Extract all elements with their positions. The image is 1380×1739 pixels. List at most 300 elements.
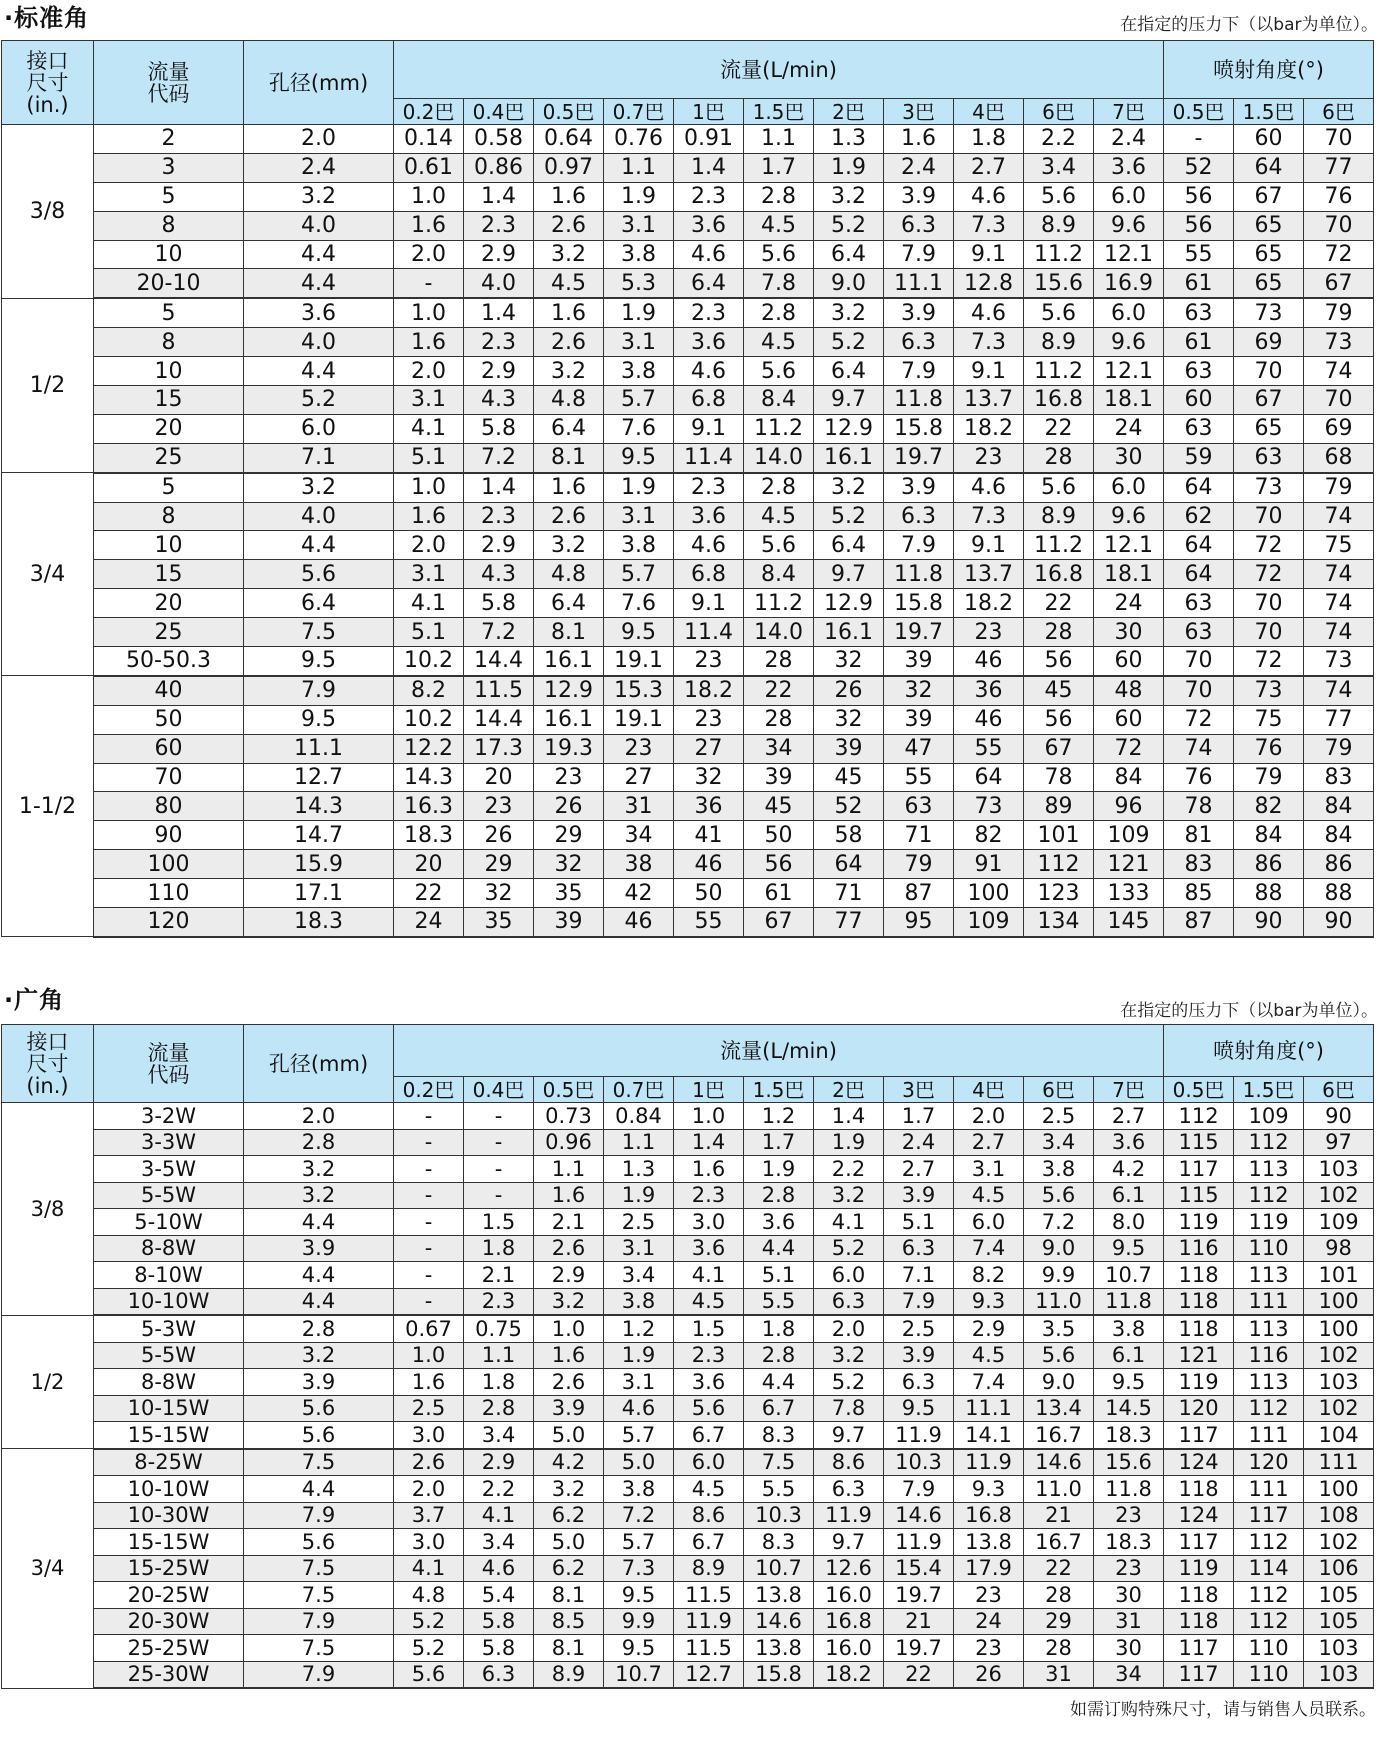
cell-flow-value: - — [394, 1288, 464, 1315]
cell-flow-value: 23 — [1094, 1555, 1164, 1582]
table-row — [2, 734, 1374, 763]
cell-flow-value: 6.3 — [814, 1476, 884, 1503]
cell-flow-value: 3.2 — [534, 1288, 604, 1315]
cell-angle-value: 65 — [1234, 269, 1304, 298]
cell-angle-value: 74 — [1304, 618, 1374, 647]
cell-flow-value: 13.7 — [954, 386, 1024, 415]
cell-flow-value: 19.7 — [884, 1582, 954, 1609]
cell-flow-value: 22 — [884, 1661, 954, 1688]
cell-flow-value: 5.6 — [1024, 298, 1094, 327]
cell-flow-value: 2.0 — [394, 1476, 464, 1503]
table-row — [2, 531, 1374, 560]
cell-flow-value: 6.7 — [674, 1529, 744, 1556]
cell-flow-value: 16.7 — [1024, 1529, 1094, 1556]
cell-flow-value: 7.8 — [744, 269, 814, 298]
cell-flow-value: 1.4 — [674, 1129, 744, 1156]
cell-flow-value: 5.6 — [1024, 1342, 1094, 1369]
cell-flow-value: 71 — [884, 821, 954, 850]
cell-flow-value: 7.2 — [464, 443, 534, 472]
cell-flow-value: 5.6 — [744, 240, 814, 269]
header-flow-pressure: 1巴 — [674, 1077, 744, 1103]
cell-flow-value: 5.1 — [884, 1209, 954, 1236]
cell-flow-value: 7.3 — [954, 502, 1024, 531]
cell-flow-value: 5.6 — [744, 357, 814, 386]
cell-angle-value: 115 — [1164, 1129, 1234, 1156]
cell-angle-value: 102 — [1304, 1529, 1374, 1556]
cell-flow-value: 67 — [744, 908, 814, 937]
cell-flow-value: 2.3 — [464, 328, 534, 357]
cell-flow-value: 6.4 — [814, 531, 884, 560]
cell-flow-value: 10.7 — [744, 1555, 814, 1582]
cell-angle-value: 63 — [1164, 589, 1234, 618]
cell-flow-value: 3.0 — [394, 1422, 464, 1449]
footer-note: 如需订购特殊尺寸，请与销售人员联系。 — [1070, 1700, 1376, 1720]
cell-flow-value: 36 — [674, 792, 744, 821]
cell-angle-value: 105 — [1304, 1608, 1374, 1635]
cell-flow-value: 3.1 — [604, 1369, 674, 1396]
cell-bore: 7.5 — [244, 1635, 394, 1662]
cell-flow-value: 3.8 — [604, 1288, 674, 1315]
cell-flow-value: 16.8 — [814, 1608, 884, 1635]
cell-flow-code: 50-50.3 — [94, 647, 244, 676]
cell-angle-value: 70 — [1234, 589, 1304, 618]
cell-bore: 12.7 — [244, 763, 394, 792]
cell-flow-value: 22 — [394, 879, 464, 908]
cell-bore: 7.5 — [244, 1555, 394, 1582]
cell-flow-value: 4.6 — [954, 182, 1024, 211]
cell-flow-value: 5.0 — [534, 1529, 604, 1556]
table-row — [2, 1103, 1374, 1130]
cell-angle-value: 76 — [1304, 182, 1374, 211]
cell-angle-value: 112 — [1234, 1529, 1304, 1556]
cell-flow-value: 3.9 — [884, 1182, 954, 1209]
cell-flow-value: 9.5 — [1094, 1369, 1164, 1396]
cell-bore: 15.9 — [244, 850, 394, 879]
cell-flow-code: 8-25W — [94, 1449, 244, 1476]
header-flow-pressure: 2巴 — [814, 99, 884, 125]
header-flow-pressure: 0.7巴 — [604, 99, 674, 125]
cell-flow-value: 19.7 — [884, 443, 954, 472]
cell-flow-value: 32 — [814, 647, 884, 676]
cell-flow-value: 0.97 — [534, 153, 604, 182]
cell-bore: 11.1 — [244, 734, 394, 763]
cell-flow-value: 9.5 — [604, 1635, 674, 1662]
cell-flow-value: 82 — [954, 821, 1024, 850]
cell-flow-value: 1.0 — [394, 298, 464, 327]
cell-flow-value: 1.9 — [814, 1129, 884, 1156]
cell-flow-value: 3.8 — [604, 240, 674, 269]
cell-flow-value: 5.7 — [604, 386, 674, 415]
cell-flow-value: 14.1 — [954, 1422, 1024, 1449]
cell-flow-value: 6.1 — [1094, 1342, 1164, 1369]
cell-flow-code: 15-15W — [94, 1422, 244, 1449]
cell-angle-value: 111 — [1304, 1449, 1374, 1476]
cell-angle-value: 73 — [1304, 328, 1374, 357]
cell-flow-value: 22 — [744, 676, 814, 705]
cell-flow-value: 15.8 — [744, 1661, 814, 1688]
cell-angle-value: 64 — [1164, 531, 1234, 560]
cell-flow-value: 2.4 — [884, 1129, 954, 1156]
cell-flow-value: 7.8 — [814, 1395, 884, 1422]
cell-angle-value: 84 — [1234, 821, 1304, 850]
cell-flow-value: 55 — [954, 734, 1024, 763]
cell-flow-value: 3.5 — [1024, 1315, 1094, 1342]
header-flow-pressure: 7巴 — [1094, 99, 1164, 125]
cell-flow-value: 58 — [814, 821, 884, 850]
cell-flow-value: 30 — [1094, 443, 1164, 472]
table-row — [2, 560, 1374, 589]
header-flow-pressure: 3巴 — [884, 99, 954, 125]
cell-angle-value: 117 — [1164, 1422, 1234, 1449]
cell-bore: 2.0 — [244, 125, 394, 154]
cell-angle-value: 100 — [1304, 1288, 1374, 1315]
cell-flow-value: 4.2 — [1094, 1156, 1164, 1183]
cell-angle-value: 98 — [1304, 1235, 1374, 1262]
cell-angle-value: 120 — [1164, 1395, 1234, 1422]
cell-flow-code: 5-5W — [94, 1182, 244, 1209]
cell-flow-value: 23 — [1094, 1502, 1164, 1529]
table-row — [2, 676, 1374, 705]
cell-flow-value: 11.9 — [884, 1422, 954, 1449]
header-row — [2, 41, 1374, 99]
section-note: 在指定的压力下（以bar为单位）。 — [1120, 1001, 1378, 1021]
header-flow-pressure: 0.7巴 — [604, 1077, 674, 1103]
table-row — [2, 850, 1374, 879]
cell-flow-value: 30 — [1094, 618, 1164, 647]
header-flow-pressure: 0.2巴 — [394, 1077, 464, 1103]
cell-flow-value: 5.0 — [604, 1449, 674, 1476]
cell-flow-value: 9.7 — [814, 1422, 884, 1449]
cell-angle-value: 117 — [1164, 1635, 1234, 1662]
cell-flow-value: 16.3 — [394, 792, 464, 821]
cell-flow-value: 8.1 — [534, 1635, 604, 1662]
cell-flow-value: 4.6 — [674, 240, 744, 269]
cell-flow-value: 41 — [674, 821, 744, 850]
cell-flow-value: 46 — [604, 908, 674, 937]
cell-flow-value: 7.3 — [954, 328, 1024, 357]
cell-flow-value: 0.67 — [394, 1315, 464, 1342]
cell-bore: 5.6 — [244, 1529, 394, 1556]
cell-flow-value: 18.2 — [814, 1661, 884, 1688]
cell-flow-value: 27 — [674, 734, 744, 763]
cell-flow-value: 8.1 — [534, 1582, 604, 1609]
cell-flow-value: 6.4 — [814, 240, 884, 269]
cell-flow-value: 11.2 — [744, 589, 814, 618]
cell-flow-value: 145 — [1094, 908, 1164, 937]
cell-bore: 4.4 — [244, 240, 394, 269]
cell-flow-value: 11.2 — [1024, 240, 1094, 269]
cell-flow-value: 1.9 — [604, 473, 674, 502]
cell-flow-value: 20 — [464, 763, 534, 792]
cell-angle-value: 109 — [1234, 1103, 1304, 1130]
cell-angle-value: 70 — [1234, 618, 1304, 647]
cell-flow-value: 5.8 — [464, 1635, 534, 1662]
cell-angle-value: 90 — [1304, 908, 1374, 937]
cell-angle-value: 60 — [1234, 125, 1304, 154]
cell-connection-size: 1/2 — [2, 298, 94, 472]
table-row — [2, 211, 1374, 240]
header-angle-pressure: 0.5巴 — [1164, 1077, 1234, 1103]
cell-flow-value: 5.6 — [1024, 473, 1094, 502]
cell-flow-value: - — [394, 269, 464, 298]
cell-flow-value: 2.2 — [814, 1156, 884, 1183]
cell-flow-value: 4.1 — [814, 1209, 884, 1236]
table-row — [2, 240, 1374, 269]
cell-flow-value: 3.0 — [394, 1529, 464, 1556]
cell-flow-value: 6.4 — [674, 269, 744, 298]
cell-flow-value: 42 — [604, 879, 674, 908]
cell-flow-code: 25 — [94, 618, 244, 647]
cell-flow-value: 8.9 — [674, 1555, 744, 1582]
cell-flow-value: 3.2 — [534, 240, 604, 269]
table-row — [2, 269, 1374, 298]
cell-angle-value: 74 — [1304, 560, 1374, 589]
cell-flow-value: 63 — [884, 792, 954, 821]
cell-angle-value: 77 — [1304, 705, 1374, 734]
table-row — [2, 386, 1374, 415]
cell-flow-value: 134 — [1024, 908, 1094, 937]
cell-angle-value: 113 — [1234, 1156, 1304, 1183]
header-flow-pressure: 0.5巴 — [534, 99, 604, 125]
cell-angle-value: 64 — [1164, 560, 1234, 589]
cell-angle-value: - — [1164, 125, 1234, 154]
cell-flow-value: 34 — [744, 734, 814, 763]
cell-flow-value: 121 — [1094, 850, 1164, 879]
cell-angle-value: 118 — [1164, 1315, 1234, 1342]
cell-flow-value: 18.2 — [954, 589, 1024, 618]
cell-flow-value: 3.8 — [1094, 1315, 1164, 1342]
cell-flow-value: 60 — [1094, 647, 1164, 676]
cell-flow-value: 7.9 — [884, 1288, 954, 1315]
cell-flow-value: 39 — [884, 647, 954, 676]
cell-angle-value: 63 — [1234, 443, 1304, 472]
cell-flow-code: 15 — [94, 560, 244, 589]
cell-flow-value: 11.2 — [1024, 531, 1094, 560]
cell-angle-value: 111 — [1234, 1422, 1304, 1449]
cell-flow-value: 18.3 — [1094, 1422, 1164, 1449]
cell-angle-value: 112 — [1234, 1582, 1304, 1609]
cell-angle-value: 73 — [1304, 647, 1374, 676]
cell-flow-value: 12.2 — [394, 734, 464, 763]
cell-flow-value: 11.8 — [1094, 1476, 1164, 1503]
cell-angle-value: 62 — [1164, 502, 1234, 531]
cell-flow-code: 3-5W — [94, 1156, 244, 1183]
cell-flow-code: 10-10W — [94, 1476, 244, 1503]
cell-flow-value: 3.2 — [814, 1182, 884, 1209]
cell-flow-value: 79 — [884, 850, 954, 879]
cell-flow-value: 2.3 — [674, 298, 744, 327]
cell-flow-value: 0.64 — [534, 125, 604, 154]
cell-flow-value: 7.4 — [954, 1369, 1024, 1396]
table-row — [2, 357, 1374, 386]
cell-flow-value: 15.4 — [884, 1555, 954, 1582]
cell-bore: 4.4 — [244, 1476, 394, 1503]
cell-flow-value: 16.1 — [534, 647, 604, 676]
cell-flow-value: 1.8 — [464, 1235, 534, 1262]
cell-flow-value: 6.3 — [884, 1235, 954, 1262]
cell-flow-value: 4.5 — [534, 269, 604, 298]
cell-flow-value: 6.2 — [534, 1555, 604, 1582]
cell-flow-value: 6.0 — [814, 1262, 884, 1289]
cell-flow-value: 3.7 — [394, 1502, 464, 1529]
cell-angle-value: 78 — [1164, 792, 1234, 821]
cell-flow-value: 4.5 — [954, 1342, 1024, 1369]
cell-flow-value: 24 — [1094, 589, 1164, 618]
cell-flow-value: 15.8 — [884, 589, 954, 618]
cell-flow-value: 10.3 — [744, 1502, 814, 1529]
cell-flow-value: 3.8 — [604, 531, 674, 560]
cell-angle-value: 83 — [1164, 850, 1234, 879]
table-row — [2, 443, 1374, 472]
cell-flow-value: 22 — [1024, 1555, 1094, 1582]
cell-flow-value: 23 — [674, 705, 744, 734]
cell-flow-code: 10 — [94, 531, 244, 560]
cell-flow-value: 11.9 — [814, 1502, 884, 1529]
cell-flow-value: 4.1 — [394, 1555, 464, 1582]
cell-flow-value: 1.2 — [604, 1315, 674, 1342]
cell-flow-value: 7.4 — [954, 1235, 1024, 1262]
header-flow-pressure: 2巴 — [814, 1077, 884, 1103]
cell-angle-value: 115 — [1164, 1182, 1234, 1209]
cell-flow-value: 7.9 — [884, 531, 954, 560]
cell-flow-value: 9.1 — [954, 240, 1024, 269]
cell-angle-value: 102 — [1304, 1182, 1374, 1209]
section-title: ·标准角 — [4, 4, 90, 32]
cell-flow-value: 9.0 — [1024, 1369, 1094, 1396]
cell-flow-value: 10.7 — [1094, 1262, 1164, 1289]
cell-flow-value: 6.4 — [814, 357, 884, 386]
table-row — [2, 1129, 1374, 1156]
cell-flow-code: 5-5W — [94, 1342, 244, 1369]
cell-angle-value: 79 — [1304, 473, 1374, 502]
cell-flow-value: 1.4 — [674, 153, 744, 182]
cell-flow-value: 1.1 — [604, 153, 674, 182]
cell-flow-value: 6.3 — [884, 211, 954, 240]
cell-flow-value: 19.3 — [534, 734, 604, 763]
cell-flow-value: 36 — [954, 676, 1024, 705]
cell-flow-value: 10.2 — [394, 705, 464, 734]
cell-flow-value: 91 — [954, 850, 1024, 879]
header-flow-pressure: 6巴 — [1024, 1077, 1094, 1103]
cell-flow-value: 1.9 — [604, 1342, 674, 1369]
cell-angle-value: 76 — [1164, 763, 1234, 792]
cell-flow-value: 48 — [1094, 676, 1164, 705]
cell-bore: 3.2 — [244, 1156, 394, 1183]
cell-flow-value: 1.9 — [814, 153, 884, 182]
cell-flow-value: 50 — [674, 879, 744, 908]
cell-flow-value: 2.6 — [534, 502, 604, 531]
cell-angle-value: 84 — [1304, 792, 1374, 821]
cell-bore: 7.1 — [244, 443, 394, 472]
cell-flow-value: 9.6 — [1094, 502, 1164, 531]
cell-angle-value: 52 — [1164, 153, 1234, 182]
table-row — [2, 879, 1374, 908]
cell-flow-value: 2.8 — [744, 182, 814, 211]
cell-flow-value: 11.4 — [674, 618, 744, 647]
cell-flow-value: 5.6 — [1024, 182, 1094, 211]
cell-flow-value: 1.8 — [954, 125, 1024, 154]
cell-angle-value: 104 — [1304, 1422, 1374, 1449]
cell-bore: 4.0 — [244, 211, 394, 240]
table-row — [2, 763, 1374, 792]
cell-bore: 4.4 — [244, 1288, 394, 1315]
cell-flow-value: 5.8 — [464, 1608, 534, 1635]
cell-bore: 4.4 — [244, 1262, 394, 1289]
cell-bore: 9.5 — [244, 705, 394, 734]
cell-flow-value: 8.3 — [744, 1529, 814, 1556]
cell-flow-value: 14.0 — [744, 443, 814, 472]
cell-angle-value: 61 — [1164, 328, 1234, 357]
cell-flow-code: 15 — [94, 386, 244, 415]
cell-flow-value: 5.1 — [394, 618, 464, 647]
cell-flow-value: 19.7 — [884, 618, 954, 647]
cell-flow-value: 16.8 — [1024, 386, 1094, 415]
cell-flow-value: 1.3 — [604, 1156, 674, 1183]
cell-flow-value: 5.6 — [394, 1661, 464, 1688]
cell-flow-value: 18.1 — [1094, 560, 1164, 589]
cell-angle-value: 72 — [1234, 531, 1304, 560]
header-flow-pressure: 1巴 — [674, 99, 744, 125]
cell-bore: 2.0 — [244, 1103, 394, 1130]
cell-flow-value: 31 — [1024, 1661, 1094, 1688]
cell-flow-value: 16.8 — [1024, 560, 1094, 589]
cell-flow-value: 8.2 — [954, 1262, 1024, 1289]
cell-angle-value: 119 — [1164, 1555, 1234, 1582]
cell-flow-value: 8.3 — [744, 1422, 814, 1449]
cell-angle-value: 106 — [1304, 1555, 1374, 1582]
cell-flow-value: 112 — [1024, 850, 1094, 879]
cell-flow-value: 7.2 — [1024, 1209, 1094, 1236]
table-row — [2, 589, 1374, 618]
table-row — [2, 1608, 1374, 1635]
cell-flow-value: 8.9 — [534, 1661, 604, 1688]
cell-angle-value: 110 — [1234, 1635, 1304, 1662]
cell-flow-value: 1.4 — [464, 298, 534, 327]
cell-flow-value: 1.6 — [394, 328, 464, 357]
cell-flow-code: 10-30W — [94, 1502, 244, 1529]
cell-flow-value: - — [464, 1156, 534, 1183]
cell-flow-value: 3.6 — [674, 328, 744, 357]
cell-angle-value: 113 — [1234, 1369, 1304, 1396]
cell-flow-value: 29 — [1024, 1608, 1094, 1635]
cell-connection-size: 3/8 — [2, 125, 94, 299]
cell-flow-value: 3.9 — [884, 473, 954, 502]
cell-flow-value: 2.5 — [884, 1315, 954, 1342]
cell-angle-value: 88 — [1304, 879, 1374, 908]
cell-flow-value: 3.8 — [604, 1476, 674, 1503]
cell-flow-value: 18.2 — [954, 414, 1024, 443]
cell-flow-value: 14.3 — [394, 763, 464, 792]
cell-flow-value: 1.7 — [884, 1103, 954, 1130]
table-row — [2, 1315, 1374, 1342]
cell-angle-value: 63 — [1164, 618, 1234, 647]
cell-flow-value: 2.6 — [534, 328, 604, 357]
cell-flow-value: 4.8 — [394, 1582, 464, 1609]
cell-flow-code: 70 — [94, 763, 244, 792]
cell-angle-value: 63 — [1164, 298, 1234, 327]
header-flow: 流量(L/min) — [394, 41, 1164, 99]
table-row — [2, 153, 1374, 182]
cell-flow-value: 11.9 — [954, 1449, 1024, 1476]
cell-angle-value: 72 — [1164, 705, 1234, 734]
cell-flow-value: 6.4 — [534, 589, 604, 618]
cell-flow-value: 21 — [1024, 1502, 1094, 1529]
cell-flow-code: 15-15W — [94, 1529, 244, 1556]
cell-flow-value: 73 — [954, 792, 1024, 821]
cell-flow-value: 4.5 — [674, 1476, 744, 1503]
cell-angle-value: 110 — [1234, 1235, 1304, 1262]
cell-flow-value: 14.6 — [744, 1608, 814, 1635]
